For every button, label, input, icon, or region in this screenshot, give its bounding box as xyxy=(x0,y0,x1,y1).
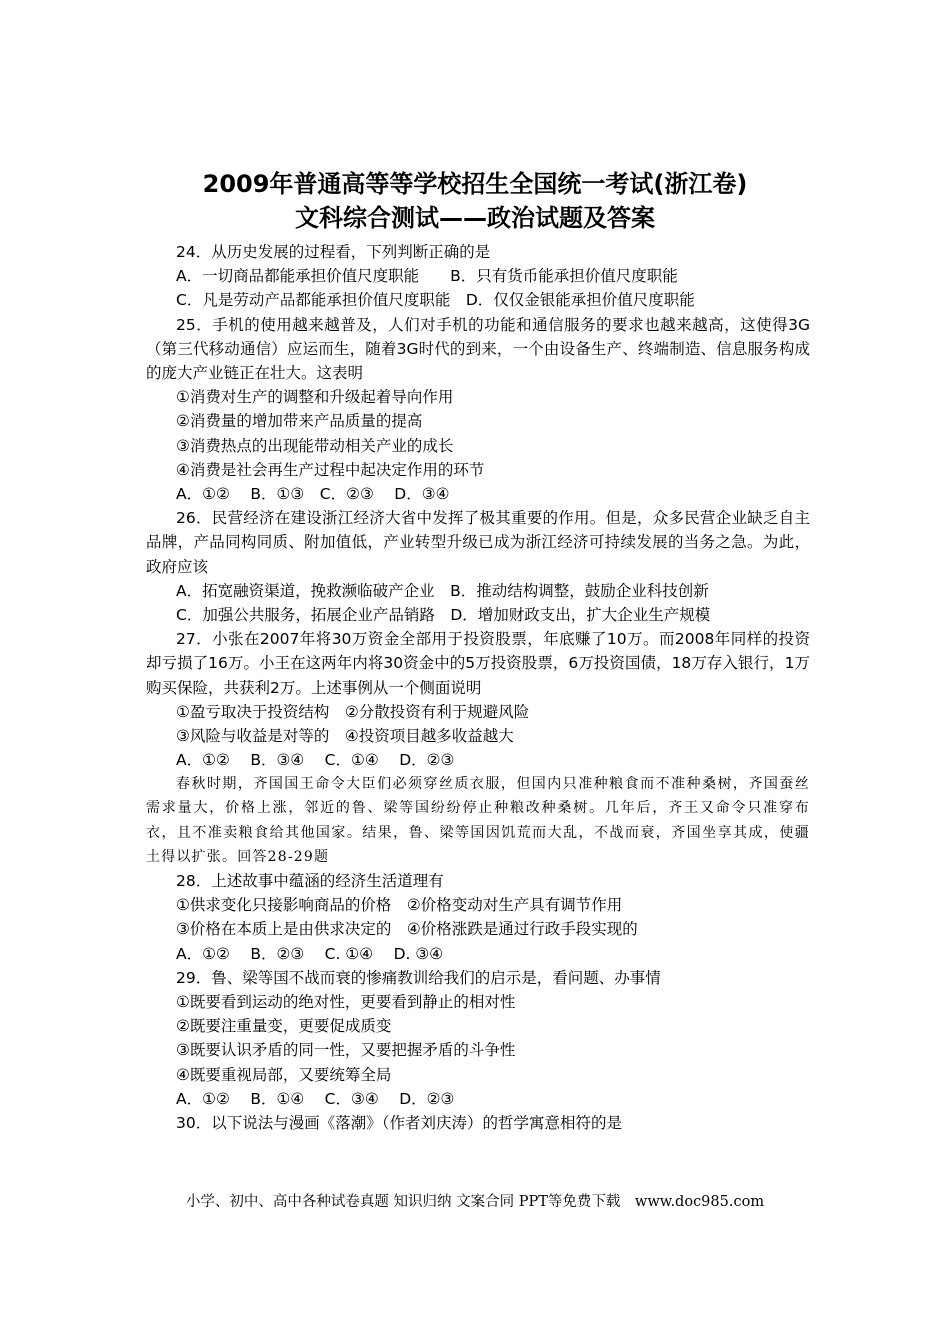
q28-stem: 28．上述故事中蕴涵的经济生活道理有 xyxy=(176,872,444,891)
story-passage: 春秋时期，齐国国王命令大臣们必须穿丝质衣服，但国内只准种粮食而不准种桑树，齐国蚕丝需求量大，价格上涨，邻近的鲁、梁等国纷纷停止种粮改种桑树。几年后，齐王又命令只准穿布衣，且不准卖粮食给其他国家。结果，鲁、梁等国因饥荒而大乱，不战而衰，齐国坐享其成，使疆土得以扩张。回答28-29题 xyxy=(146,776,810,865)
q25-stem: 25．手机的使用越来越普及，人们对手机的功能和通信服务的要求也越来越高，这使得3G（第三代移动通信）应运而生，随着3G时代的到来，一个由设备生产、终端制造、信息服务构成的庞大产业链正在壮大。这表明 xyxy=(146,315,810,382)
q28-items-12: ①供求变化只接影响商品的价格 ②价格变动对生产具有调节作用 xyxy=(176,896,623,915)
q29-item-1: ①既要看到运动的绝对性，更要看到静止的相对性 xyxy=(176,993,516,1012)
q25-options: A．①② B．①③ C．②③ D．③④ xyxy=(176,484,450,503)
q25-item-3: ③消费热点的出现能带动相关产业的成长 xyxy=(176,436,454,455)
q27-options: A．①② B．③④ C．①④ D．②③ xyxy=(176,751,455,770)
q25-item-2: ②消费量的增加带来产品质量的提高 xyxy=(176,412,423,431)
q28-items-34: ③价格在本质上是由供求决定的 ④价格涨跌是通过行政手段实现的 xyxy=(176,920,638,939)
q25-item-1: ①消费对生产的调整和升级起着导向作用 xyxy=(176,388,454,407)
q24-options-ab: A．一切商品都能承担价值尺度职能 B．只有货币能承担价值尺度职能 xyxy=(176,267,678,286)
q27-items-12: ①盈亏取决于投资结构 ②分散投资有利于规避风险 xyxy=(176,702,530,721)
q24-stem: 24．从历史发展的过程看，下列判断正确的是 xyxy=(176,243,491,261)
q27-items-34: ③风险与收益是对等的 ④投资项目越多收益越大 xyxy=(176,726,514,745)
q26-options-ab: A．拓宽融资渠道，挽救濒临破产企业 B．推动结构调整，鼓励企业科技创新 xyxy=(176,581,709,600)
q27-stem: 27．小张在2007年将30万资金全部用于投资股票，年底赚了10万。而2008年同样的投资却亏损了16万。小王在这两年内将30资金中的5万投资股票，6万投资国债，18万存入银行，1万购买保险，共获利2万。上述事例从一个侧面说明 xyxy=(146,630,810,697)
q29-stem: 29．鲁、梁等国不战而衰的惨痛教训给我们的启示是，看问题、办事情 xyxy=(176,968,661,987)
q29-item-4: ④既要重视局部，又要统筹全局 xyxy=(176,1065,392,1084)
page-footer: 小学、初中、高中各种试卷真题 知识归纳 文案合同 PPT等免费下载 www.doc985.com xyxy=(185,1194,765,1210)
q26-options-cd: C．加强公共服务，拓展企业产品销路 D．增加财政支出，扩大企业生产规模 xyxy=(176,605,711,624)
q29-item-3: ③既要认识矛盾的同一性，又要把握矛盾的斗争性 xyxy=(176,1041,516,1060)
title-line-1: 2009年普通高等等学校招生全国统一考试(浙江卷) xyxy=(202,170,748,198)
q29-item-2: ②既要注重量变，更要促成质变 xyxy=(176,1017,392,1036)
q29-options: A．①② B．①④ C．③④ D．②③ xyxy=(176,1089,455,1108)
q24-options-cd: C．凡是劳动产品都能承担价值尺度职能 D．仅仅金银能承担价值尺度职能 xyxy=(176,291,695,310)
q25-item-4: ④消费是社会再生产过程中起决定作用的环节 xyxy=(176,460,485,479)
q30-stem: 30．以下说法与漫画《落潮》（作者刘庆涛）的哲学寓意相符的是 xyxy=(176,1113,622,1132)
document-body xyxy=(146,240,810,1135)
q26-stem: 26．民营经济在建设浙江经济大省中发挥了极其重要的作用。但是，众多民营企业缺乏自主品牌，产品同构同质、附加值低，产业转型升级已成为浙江经济可持续发展的当务之急。为此，政府应该 xyxy=(146,509,810,576)
title-line-2: 文科综合测试——政治试题及答案 xyxy=(295,204,655,232)
q28-options: A．①② B．②③ C. ①④ D. ③④ xyxy=(176,944,444,963)
